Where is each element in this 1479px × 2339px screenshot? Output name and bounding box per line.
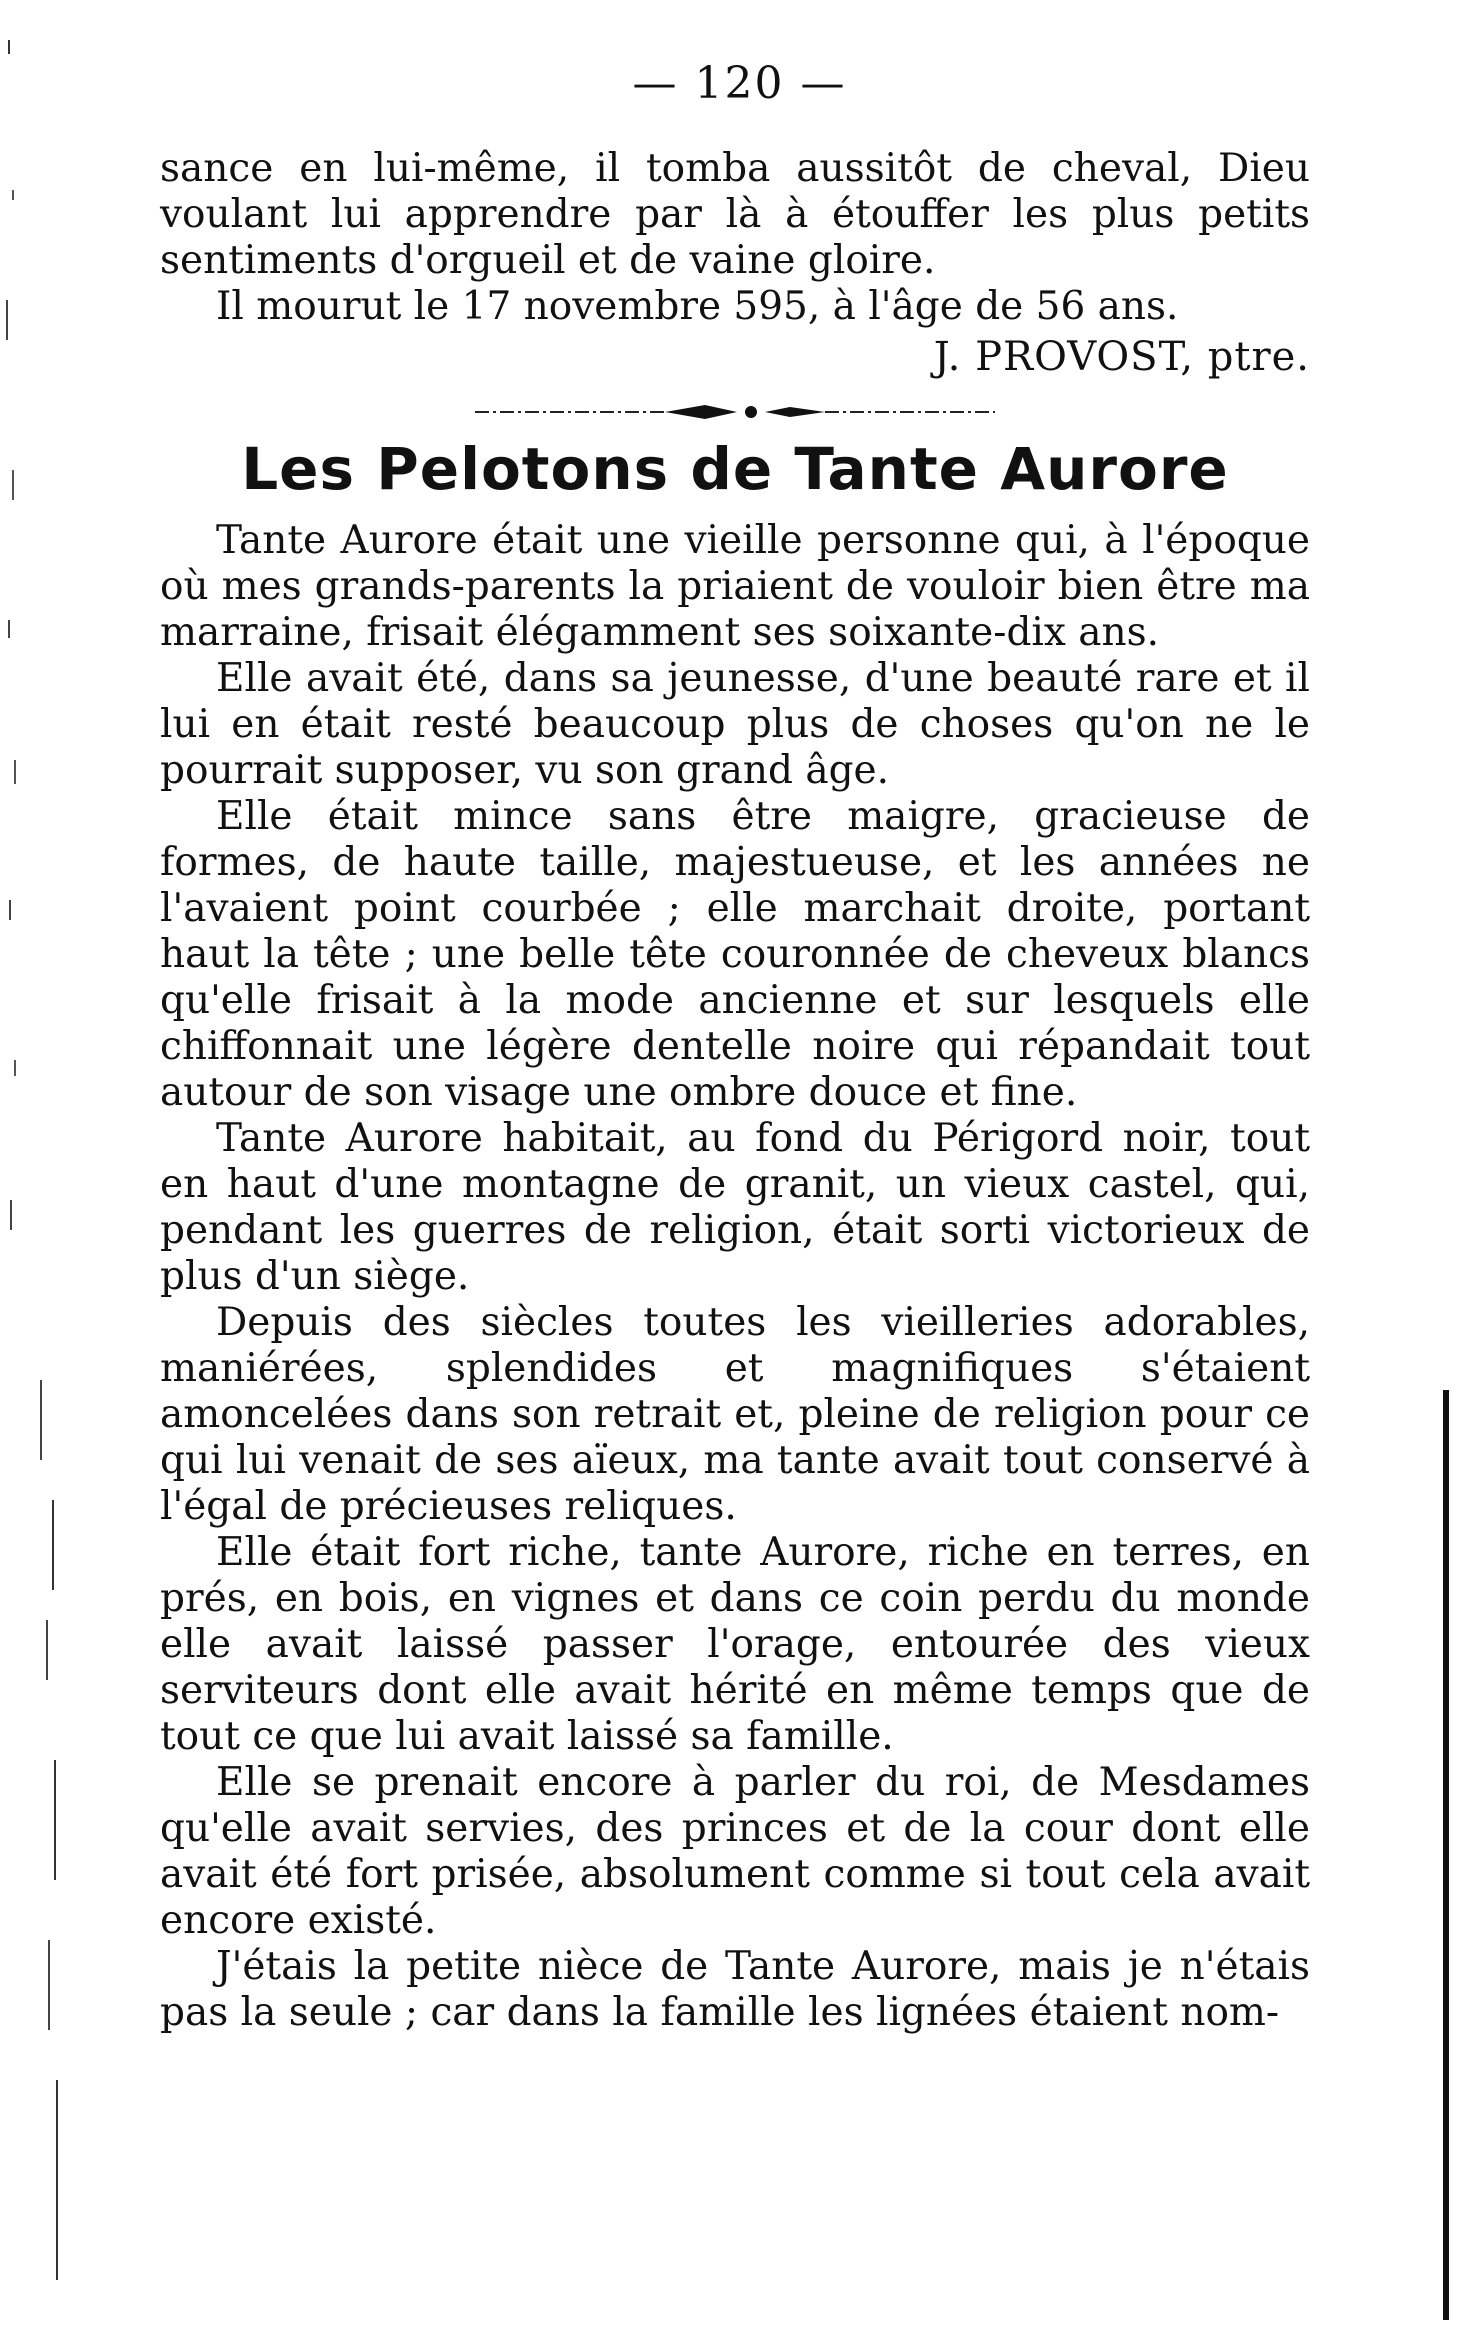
paragraph-death-date: Il mourut le 17 novembre 595, à l'âge de 56 ans. (216, 284, 1179, 329)
paragraph: Elle se prenait encore à parler du roi, de Mesdames qu'elle avait servies, des princes et de la cour dont elle avait été fort prisée, absolument comme si tout cela avait encore existé. (160, 1760, 1310, 1943)
page-body (160, 146, 1310, 2036)
right-margin-rule (1443, 1390, 1449, 2320)
paragraph: Elle était mince sans être maigre, gracieuse de formes, de haute taille, majestueuse, et les années ne l'avaient point courbée ; elle marchait droite, portant haut la tête ; une belle tête couronnée de cheveux blancs qu'elle frisait à la mode ancienne et sur lesquels elle chiffonnait une légère dentelle noire qui répandait tout autour de son visage une ombre douce et fine. (160, 794, 1310, 1115)
section-divider-ornament (475, 402, 995, 422)
paragraph-continued: sance en lui-même, il tomba aussitôt de cheval, Dieu voulant lui apprendre par là à étouffer les plus petits sentiments d'orgueil et de vaine gloire. (160, 146, 1310, 283)
paragraph: Elle était fort riche, tante Aurore, riche en terres, en prés, en bois, en vignes et dans ce coin perdu du monde elle avait laissé passer l'orage, entourée des vieux serviteurs dont elle avait hérité en même temps que de tout ce que lui avait laissé sa famille. (160, 1530, 1310, 1759)
page-number: — 120 — (632, 58, 847, 109)
author-signature: J. PROVOST, ptre. (933, 334, 1310, 380)
paragraph: Elle avait été, dans sa jeunesse, d'une beauté rare et il lui en était resté beaucoup plus de choses qu'on ne le pourrait supposer, vu son grand âge. (160, 656, 1310, 793)
paragraph: J'étais la petite nièce de Tante Aurore, mais je n'étais pas la seule ; car dans la famille les lignées étaient nom- (160, 1944, 1310, 2035)
article-title: Les Pelotons de Tante Aurore (241, 435, 1229, 503)
paragraph: Tante Aurore était une vieille personne qui, à l'époque où mes grands-parents la priaient de vouloir bien être ma marraine, frisait élégamment ses soixante-dix ans. (160, 518, 1310, 655)
paragraph: Depuis des siècles toutes les vieilleries adorables, maniérées, splendides et magnifiques s'étaient amoncelées dans son retrait et, pleine de religion pour ce qui lui venait de ses aïeux, ma tante avait tout conservé à l'égal de précieuses reliques. (160, 1300, 1310, 1529)
left-margin-specks (0, 0, 60, 2339)
paragraph: Tante Aurore habitait, au fond du Périgord noir, tout en haut d'une montagne de granit, un vieux castel, qui, pendant les guerres de religion, était sorti victorieux de plus d'un siège. (160, 1116, 1310, 1299)
